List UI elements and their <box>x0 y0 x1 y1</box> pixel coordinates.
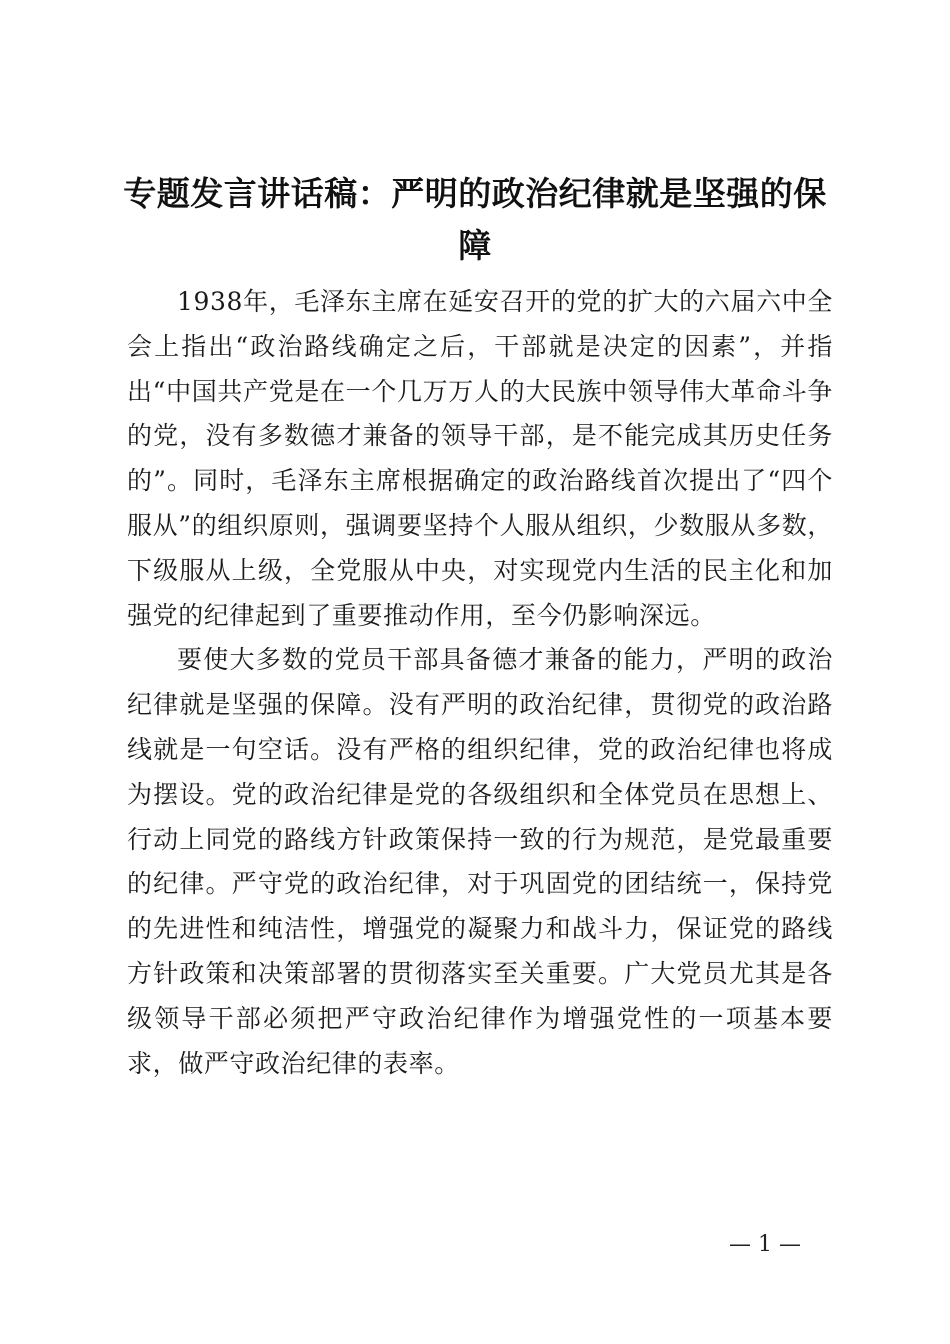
page-number: — 1 — <box>729 1232 801 1257</box>
paragraph-1: 1938年，毛泽东主席在延安召开的党的扩大的六届六中全会上指出“政治路线确定之后，干部就是决定的因素”，并指出“中国共产党是在一个几万万人的大民族中领导伟大革命斗争的党，没有多数德才兼备的领导干部，是不能完成其历史任务的”。同时，毛泽东主席根据确定的政治路线首次提出了“四个服从”的组织原则，强调要坚持个人服从组织，少数服从多数，下级服从上级，全党服从中央，对实现党内生活的民主化和加强党的纪律起到了重要推动作用，至今仍影响深远。 <box>127 287 833 630</box>
paragraph-2: 要使大多数的党员干部具备德才兼备的能力，严明的政治纪律就是坚强的保障。没有严明的政治纪律，贯彻党的政治路线就是一句空话。没有严格的组织纪律，党的政治纪律也将成为摆设。党的政治纪律是党的各级组织和全体党员在思想上、行动上同党的路线方针政策保持一致的行为规范，是党最重要的纪律。严守党的政治纪律，对于巩固党的团结统一，保持党的先进性和纯洁性，增强党的凝聚力和战斗力，保证党的路线方针政策和决策部署的贯彻落实至关重要。广大党员尤其是各级领导干部必须把严守政治纪律作为增强党性的一项基本要求，做严守政治纪律的表率。 <box>127 645 833 1078</box>
document-body <box>127 280 833 1086</box>
document-title: 专题发言讲话稿：严明的政治纪律就是坚强的保障 <box>123 174 827 265</box>
